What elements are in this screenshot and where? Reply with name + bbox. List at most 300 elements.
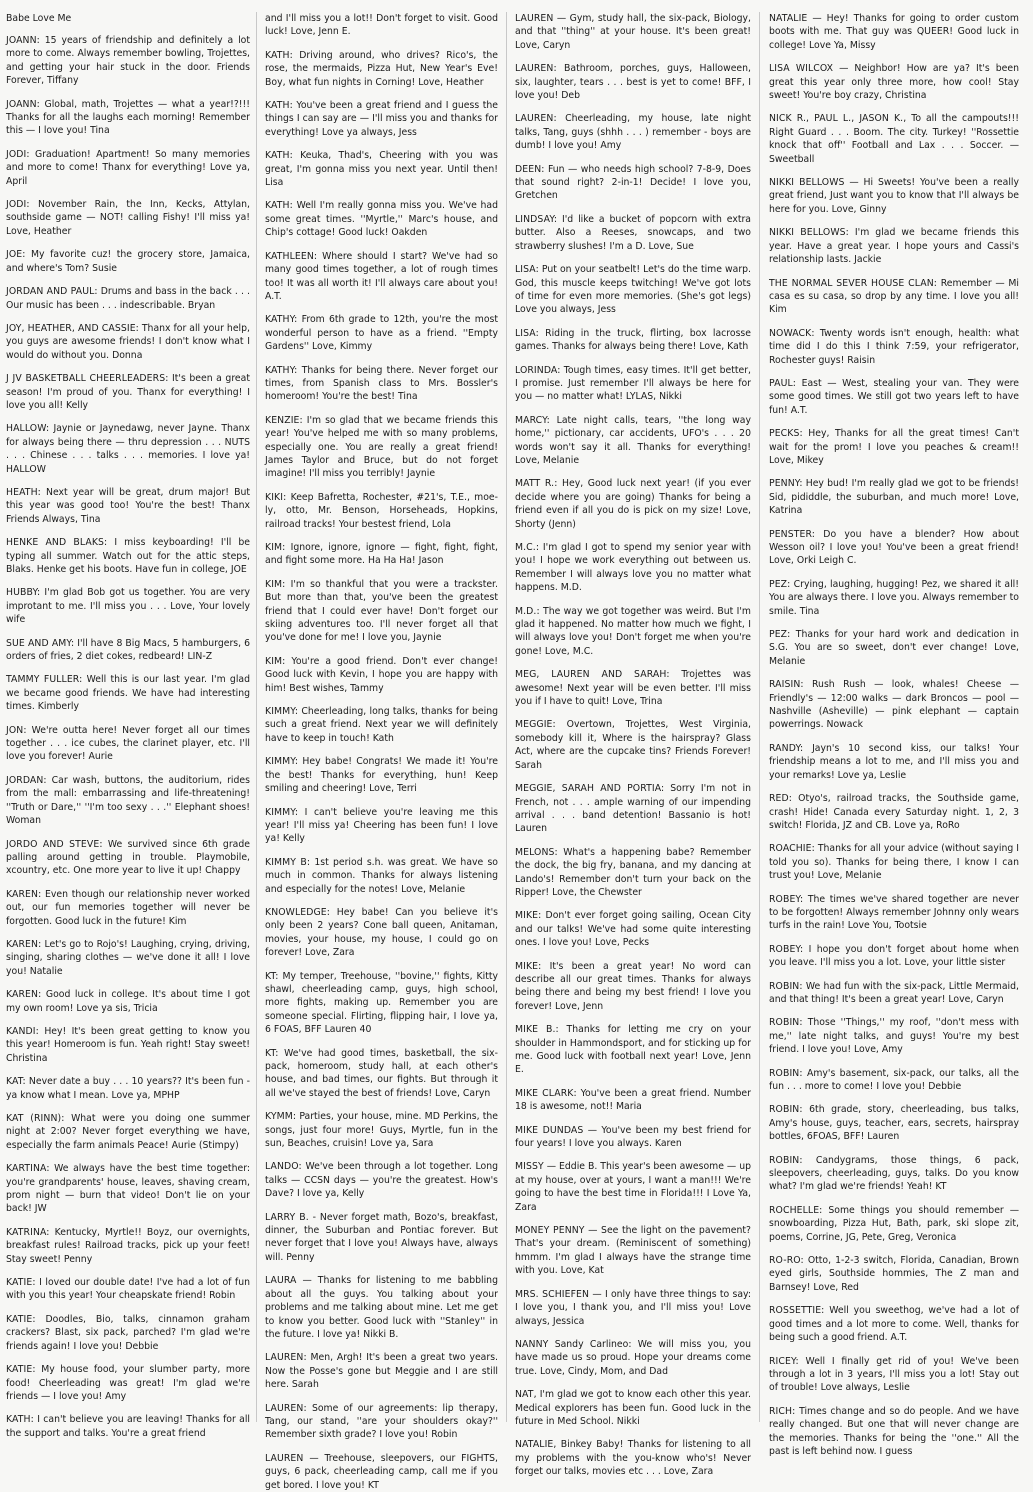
- message-entry: [6, 148, 250, 188]
- recipient-name: LAUREN:: [265, 1352, 307, 1364]
- message-text: Fun — who needs high school? 7-8-9, Does that sound right? 2-in-1! Decide! I love you, Gretchen: [515, 163, 751, 202]
- message-entry: [6, 372, 250, 412]
- message-entry: [6, 1112, 250, 1152]
- message-text: 15 years of friendship and definitely a lot more to come. Always remember bowling, Trojettes, and getting your hair stuck in the door. Friends Forever, Tiffany: [6, 35, 250, 87]
- message-entry: [265, 1047, 498, 1101]
- message-entry: [515, 1338, 751, 1378]
- message-entry: [265, 250, 498, 304]
- message-text: Crying, laughing, hugging! Pez, we shared it all! You are always there. I love you. Always remember to smile. Tina: [769, 578, 1019, 617]
- message-text: Riding in the truck, flirting, box lacrosse games. Thanks for always being there! Love, Kath: [515, 327, 751, 353]
- recipient-name: KATIE:: [6, 1313, 36, 1325]
- recipient-name: MIKE CLARK:: [515, 1087, 577, 1099]
- recipient-name: THE NORMAL SEVER HOUSE CLAN:: [769, 277, 938, 289]
- recipient-name: KT:: [265, 1047, 279, 1059]
- recipient-name: KAREN:: [6, 938, 42, 950]
- recipient-name: PEZ:: [769, 629, 791, 641]
- message-text: 1st period s.h. was great. We have so much in common. Thanks for always listening and especially for the notes! Love, Melanie: [265, 856, 498, 895]
- message-entry: [515, 1023, 751, 1077]
- message-text: Binkey Baby! Thanks for listening to all my problems with the you-know who's! Never forget our talks, movies etc . . . Love, Zara: [515, 1439, 751, 1478]
- message-entry: [769, 327, 1019, 367]
- recipient-name: KYMM:: [265, 1111, 297, 1123]
- recipient-name: KATH:: [265, 150, 293, 162]
- message-entry: [265, 1452, 498, 1492]
- recipient-name: LISA:: [515, 327, 539, 339]
- recipient-name: LAUREN:: [515, 63, 557, 75]
- message-entry: [6, 1413, 250, 1440]
- message-entry: [265, 906, 498, 960]
- recipient-name: LAUREN:: [265, 1402, 307, 1414]
- recipient-name: ROBIN:: [769, 1154, 803, 1166]
- recipient-name: M.D.:: [515, 605, 540, 617]
- recipient-name: KATHY:: [265, 314, 298, 326]
- message-entry: [769, 1204, 1019, 1244]
- page-heading: Babe Love Me: [6, 13, 72, 24]
- message-entry: [515, 1438, 751, 1478]
- message-entry: [515, 414, 751, 468]
- message-entry: [6, 1025, 250, 1065]
- message-entry: [6, 285, 250, 312]
- message-entry: [265, 49, 498, 89]
- recipient-name: KAT (RINN):: [6, 1113, 65, 1124]
- message-text: Don't ever forget going sailing, Ocean City and our talks! We've had some quite interesting ones. I love you! Love, Pecks: [515, 910, 751, 949]
- message-text: Tough times, easy times. It'll get better, I promise. Just remember I'll always be here for you — no matter what! LYLAS, Nikki: [515, 364, 751, 403]
- recipient-name: RICEY:: [769, 1355, 799, 1367]
- message-entry: [6, 988, 250, 1015]
- message-text: Sorry I'm not in French, not . . . ample warning of our impending arrival . . . band detention! Bassanio is hot! Lauren: [515, 783, 751, 835]
- message-entry: [265, 199, 498, 239]
- message-text: Thanx for all your help, you guys are awesome friends! I don't know what I would do without you. Donna: [6, 322, 250, 361]
- recipient-name: KAREN:: [6, 888, 42, 900]
- recipient-name: ROACHIE:: [769, 843, 815, 855]
- message-text: Amy's basement, six-pack, our talks, all the fun . . . more to come! I love you! Debbie: [769, 1067, 1019, 1092]
- recipient-name: RO-RO:: [769, 1255, 804, 1267]
- message-entry: [265, 541, 498, 568]
- message-entry: [6, 724, 250, 764]
- recipient-name: MEGGIE, SARAH AND PORTIA:: [515, 783, 665, 795]
- recipient-name: NIKKI BELLOWS:: [769, 227, 849, 239]
- message-entry: [265, 12, 498, 39]
- message-entry: [769, 427, 1019, 467]
- message-text: Never date a buy . . . 10 years?? It's been fun - ya know what I mean. Love ya, MPHP: [6, 1076, 250, 1101]
- message-text: Well I'm really gonna miss you. We've had some great times. ''Myrtle,'' Marc's house, and Chip's cottage! Good luck! Oakden: [265, 200, 498, 239]
- message-entry: [515, 1388, 751, 1428]
- recipient-name: PENSTER:: [769, 528, 815, 540]
- recipient-name: MELONS:: [515, 846, 558, 858]
- message-text: Hey! It's been great getting to know you this year! Homeroom is fun. Yeah right! Stay sweet! Christina: [6, 1025, 250, 1064]
- message-entry: [265, 99, 498, 139]
- recipient-name: LAUREN: [265, 1452, 304, 1464]
- recipient-name: KAT:: [6, 1076, 26, 1088]
- message-entry: [6, 673, 250, 713]
- recipient-name: SUE AND AMY:: [6, 637, 75, 649]
- message-entry: [6, 34, 250, 88]
- recipient-name: J JV BASKETBALL CHEERLEADERS:: [6, 373, 169, 385]
- recipient-name: JORDAN:: [6, 774, 47, 786]
- message-entry: [515, 541, 751, 595]
- message-entry: [515, 1224, 751, 1278]
- message-text: Do you have a blender? How about Wesson oil? I love you! You've been a great friend! Love, Orki Leigh C.: [769, 528, 1019, 567]
- recipient-name: LAUREN: [515, 13, 554, 24]
- message-text: Some of our agreements: lip therapy, Tang, our stand, ''are your shoulders okay?'' Remember sixth grade? I love you! Robin: [265, 1402, 498, 1441]
- recipient-name: ROBIN:: [769, 1104, 803, 1116]
- recipient-name: HEATH:: [6, 486, 41, 498]
- message-text: I can't believe you're leaving me this year! I'll miss ya! Cheering has been fun! I love ya! Kelly: [265, 806, 498, 845]
- message-entry: [265, 414, 498, 481]
- message-entry: [6, 1226, 250, 1266]
- message-entry: [515, 1087, 751, 1114]
- message-text: We always have the best time together: you're grandparents' house, leaves, shaving cream, prom night — burn that video! Don't lie on your back! JW: [6, 1163, 250, 1215]
- message-text: Put on your seatbelt! Let's do the time warp. God, this muscle keeps twitching! We've got lots of time for even more memories. (She's got legs) Love you always, Jess: [515, 264, 751, 316]
- recipient-name: KIMMY:: [265, 806, 299, 818]
- recipient-name: DEEN:: [515, 163, 545, 175]
- message-text: Jaynie or Jaynedawg, never Jayne. Thanx for always being there — thru depression . . . NUTS . . . Chinese . . . talks . . . memories. I love ya! HALLOW: [6, 423, 250, 475]
- message-text: What's a happening babe? Remember the dock, the big fry, banana, and my dancing at Lando's! Remember don't turn your back on the Ripper! Love, the Chewster: [515, 846, 751, 898]
- message-entry: [515, 112, 751, 152]
- message-text: — Hey! Thanks for going to order custom boots with me. That guy was QUEER! Good luck in college! Love Ya, Missy: [769, 13, 1019, 51]
- message-text: Where should I start? We've had so many good times together, a lot of rough times too! It was all worth it! I'll always care about you! A.T.: [265, 250, 498, 302]
- message-text: Let's go to Rojo's! Laughing, crying, driving, singing, sharing clothes — we've done it all! I love you! Natalie: [6, 938, 250, 977]
- message-entry: [769, 176, 1019, 216]
- recipient-name: NATALIE,: [515, 1439, 557, 1451]
- message-text: My temper, Treehouse, ''bovine,'' fights, Kitty shawl, cheerleading camp, guys, high school, more fights, making up. Remember you are someone special. Flirting, flipping hair, I love ya, 6 FOAS, BFF Lauren 40: [265, 970, 498, 1036]
- recipient-name: KATH:: [265, 49, 293, 61]
- recipient-name: KATRINA:: [6, 1226, 50, 1238]
- message-entry: [6, 1363, 250, 1403]
- message-entry: [769, 277, 1019, 317]
- message-text: Next year will be great, drum major! But this year was good too! You're the best! Thanx Friends Always, Tina: [6, 486, 250, 525]
- recipient-name: RANDY:: [769, 742, 804, 754]
- recipient-name: LAUREN:: [515, 113, 557, 125]
- recipient-name: LANDO:: [265, 1161, 302, 1173]
- message-entry: [515, 668, 751, 708]
- recipient-name: RED:: [769, 793, 793, 805]
- recipient-name: KIKI:: [265, 491, 287, 503]
- recipient-name: MEGGIE:: [515, 719, 556, 731]
- recipient-name: NOWACK:: [769, 327, 815, 339]
- message-entry: [265, 1211, 498, 1265]
- message-text: Parties, your house, mine. MD Perkins, the songs, just four more! Guys, Myrtle, fun in the sun, Beaches, cruisin! Love ya, Sara: [265, 1111, 498, 1150]
- recipient-name: MIKE DUNDAS: [515, 1124, 584, 1136]
- message-entry: [265, 364, 498, 404]
- message-text: Sandy Carlineo: We will miss you, you have made us so proud. Hope your dreams come true. Love, Cindy, Mom, and Dad: [515, 1338, 751, 1377]
- message-entry: [515, 327, 751, 354]
- message-entry: [6, 586, 250, 626]
- message-text: Keep Bafretta, Rochester, #21's, T.E., moe-ly, otto, Mr. Benson, Horseheads, Hopkins, railroad tracks! Your bestest friend, Lola: [265, 491, 498, 530]
- message-entry: [769, 980, 1019, 1007]
- message-text: Kentucky, Myrtle!! Boyz, our overnights, breakfast rules! Railroad tracks, pick up your feet! Stay sweet! Penny: [6, 1226, 250, 1265]
- recipient-name: KIM:: [265, 578, 286, 590]
- recipient-name: NANNY: [515, 1338, 549, 1350]
- message-text: Car wash, buttons, the auditorium, rides from the mall: embarrassing and life-threatening! ''Truth or Dare,'' ''I'm too sexy . . .'' Elephant shoes! Woman: [6, 774, 250, 827]
- message-text: — Eddie B. This year's been awesome — up at my house, over at yours, I want a man!!! We're going to have the best time in Florida!!! I Love Ya, Zara: [515, 1161, 751, 1213]
- message-text: Men, Argh! It's been a great two years. Now the Posse's gone but Meggie and I are still here. Sarah: [265, 1352, 498, 1391]
- message-entry: [6, 1276, 250, 1303]
- message-text: Thanks for all your advice (without saying I told you so). Thanks for being there, I know I can trust you! Love, Melanie: [769, 843, 1019, 882]
- recipient-name: JORDAN AND PAUL:: [6, 286, 98, 298]
- message-text: I'm glad we became friends this year. Have a great year. I hope yours and Cassi's relationship lasts. Jackie: [769, 227, 1019, 266]
- message-entry: [6, 888, 250, 928]
- message-entry: [515, 62, 751, 102]
- message-text: Overtown, Trojettes, West Virginia, somebody kill it, Where is the hairspray? Glass Act, where are the cupcake tins? Friends Forever! Sarah: [515, 719, 751, 771]
- recipient-name: HENKE AND BLAKS:: [6, 537, 108, 549]
- recipient-name: ROBIN:: [769, 980, 803, 992]
- message-text: It's been a great year! No word can describe all our great times. Thanks for always being there and being my best friend! I love you forever! Love, Jenn: [515, 960, 751, 1012]
- message-text: — You've been my best friend for four years! I love you always. Karen: [515, 1124, 751, 1150]
- message-text: — See the light on the pavement? That's your dream. (Reminiscent of something) hmmm. I'm glad I always have the strange time with you. Love, Kat: [515, 1225, 751, 1277]
- message-entry: [515, 263, 751, 317]
- message-text: East — West, stealing your van. They were some good times. We still got two years left to have fun! A.T.: [769, 377, 1019, 416]
- message-text: November Rain, the Inn, Kecks, Attylan, southside game — NOT! calling Fishy! I'll miss ya! Love, Heather: [6, 199, 250, 237]
- message-entry: [515, 846, 751, 900]
- message-text: Twenty words isn't enough, health: what time did I do this I think 7:59, your refrigerator, Rochester guys! Raisin: [769, 327, 1019, 366]
- message-entry: [769, 477, 1019, 517]
- recipient-name: JOE:: [6, 249, 26, 261]
- message-entry: [515, 605, 751, 659]
- column-3: [506, 12, 759, 1478]
- message-entry: [265, 655, 498, 695]
- column-4: [759, 12, 1023, 1457]
- recipient-name: JON:: [6, 724, 27, 736]
- recipient-name: KIMMY:: [265, 706, 299, 718]
- message-entry: [265, 705, 498, 745]
- message-entry: [769, 1103, 1019, 1143]
- recipient-name: JOY, HEATHER, AND CASSIE:: [6, 322, 139, 334]
- message-entry: [265, 1274, 498, 1341]
- message-text: — Treehouse, sleepovers, our FIGHTS, guys, 6 pack, cheerleading camp, call me if you get bored. I love you! KT: [265, 1452, 498, 1491]
- recipient-name: MARCY:: [515, 414, 550, 426]
- recipient-name: ROBEY:: [769, 943, 804, 955]
- message-entry: [265, 1351, 498, 1391]
- recipient-name: MISSY: [515, 1161, 544, 1173]
- message-entry: [515, 960, 751, 1014]
- message-entry: [769, 842, 1019, 882]
- recipient-name: KAREN:: [6, 989, 42, 1001]
- recipient-name: JORDO AND STEVE:: [6, 838, 103, 850]
- message-text: I miss keyboarding! I'll be typing all summer. Watch out for the attic steps, Blaks. Henke get his boots. Have fun in college, JOE: [6, 537, 250, 575]
- recipient-name: LISA WILCOX: [769, 63, 834, 75]
- recipient-name: KENZIE:: [265, 414, 303, 426]
- message-entry: [265, 149, 498, 189]
- message-entry: [265, 970, 498, 1037]
- message-text: Driving around, who drives? Rico's, the rose, the mermaids, Pizza Hut, New Year's Eve! Boy, what fun nights in Corning! Love, Heather: [265, 49, 498, 88]
- message-text: Those ''Things,'' my roof, ''don't mess with me,'' late night talks, and guys! You're my best friend. I love you! Love, Amy: [769, 1017, 1019, 1056]
- recipient-name: MATT R.:: [515, 478, 558, 490]
- message-entry: [769, 1405, 1019, 1459]
- recipient-name: MRS. SCHIEFEN: [515, 1288, 590, 1300]
- message-entry: [265, 755, 498, 795]
- recipient-name: NICK R., PAUL L., JASON K.,: [769, 113, 907, 125]
- recipient-name: NIKKI BELLOWS: [769, 177, 845, 189]
- recipient-name: KIMMY:: [265, 756, 299, 768]
- message-entry: [769, 226, 1019, 266]
- message-text: I'm glad we got to know each other this year. Medical explorers has been fun. Good luck in the future in Med School. Nikki: [515, 1389, 751, 1427]
- message-text: - Never forget math, Bozo's, breakfast, dinner, the Suburban and Pontiac forever. But never forget that I love you! Always have, always will. Penny: [265, 1211, 498, 1263]
- message-text: Cheerleading, my house, late night talks, Tang, guys (shhh . . . ) remember - boys are dumb! I love you! Amy: [515, 113, 751, 152]
- message-text: Drums and bass in the back . . . Our music has been . . . indescribable. Bryan: [6, 286, 250, 311]
- recipient-name: MIKE:: [515, 910, 542, 922]
- recipient-name: MEG, LAUREN AND SARAH:: [515, 669, 670, 681]
- message-text: Otto, 1-2-3 switch, Florida, Canadian, Brown eyed girls, Southside hommies, The Z man and Barnsey! Love, Red: [769, 1255, 1019, 1293]
- message-text: I loved our double date! I've had a lot of fun with you this year! Your cheapskate friend! Robin: [6, 1277, 250, 1302]
- recipient-name: ROBIN:: [769, 1067, 803, 1079]
- message-text: Trojettes was awesome! Next year will be even better. I'll miss you if I have to quit! Love, Trina: [515, 669, 751, 708]
- message-text: I'd like a bucket of popcorn with extra butter. Also a Reeses, snowcaps, and two strawberry slushes! I'm a D. Love, Sue: [515, 213, 751, 252]
- message-entry: [265, 313, 498, 353]
- message-text: You're a good friend. Don't ever change! Good luck with Kevin, I hope you are happy with him! Best wishes, Tammy: [265, 655, 498, 694]
- message-entry: [6, 1075, 250, 1102]
- recipient-name: MIKE B.:: [515, 1024, 559, 1036]
- message-entry: [265, 806, 498, 846]
- message-text: Jayn's 10 second kiss, our talks! Your friendship means a lot to me, and I'll miss you and your remarks! Love ya, Leslie: [769, 742, 1019, 781]
- recipient-name: MIKE:: [515, 960, 542, 972]
- message-entry: [769, 792, 1019, 832]
- message-entry: [265, 1160, 498, 1200]
- message-entry: [769, 1254, 1019, 1294]
- message-text: Graduation! Apartment! So many memories and more to come! Thanx for everything! Love ya, April: [6, 148, 250, 187]
- message-entry: [6, 637, 250, 664]
- message-entry: [6, 1313, 250, 1353]
- message-entry: [6, 838, 250, 878]
- recipient-name: KATHY:: [265, 364, 298, 376]
- message-entry: [769, 377, 1019, 417]
- message-entry: [769, 578, 1019, 618]
- recipient-name: PECKS:: [769, 428, 803, 440]
- message-text: Bathroom, porches, guys, Halloween, six, laughter, tears . . . best is yet to come! BFF, I love you! Deb: [515, 63, 751, 102]
- message-entry: [6, 486, 250, 526]
- message-text: — Gym, study hall, the six-pack, Biology, and that ''thing'' at your house. It's been great! Love, Caryn: [515, 13, 751, 51]
- message-entry: [515, 364, 751, 404]
- message-entry: [265, 491, 498, 531]
- column-2: [256, 12, 506, 1491]
- message-text: Thanks for letting me cry on your shoulder in Hammondsport, and for sticking up for me. Good luck with football next year! Love, Jenn E.: [515, 1024, 751, 1076]
- message-text: I hope you don't forget about home when you leave. I'll miss you a lot. Love, your little sister: [769, 943, 1019, 969]
- recipient-name: RICH:: [769, 1405, 796, 1417]
- message-text: My house food, your slumber party, more food! Cheerleading was great! I'm glad we're friends — I love you! Amy: [6, 1364, 250, 1402]
- message-entry: [265, 578, 498, 645]
- recipient-name: KIM:: [265, 542, 286, 553]
- message-text: Well this is our last year. I'm glad we became good friends. We have had interesting times. Kimberly: [6, 674, 250, 713]
- recipient-name: KIM:: [265, 655, 286, 667]
- message-entry: [6, 1162, 250, 1216]
- message-text: It's been a great season! I'm proud of you. Thanx for everything! I love you all! Kelly: [6, 373, 250, 411]
- message-entry: [6, 938, 250, 978]
- recipient-name: KT:: [265, 970, 279, 982]
- recipient-name: KARTINA:: [6, 1163, 50, 1175]
- message-entry: [6, 774, 250, 828]
- recipient-name: ROBEY:: [769, 893, 804, 905]
- recipient-name: PAUL:: [769, 377, 796, 389]
- message-entry: [515, 213, 751, 253]
- recipient-name: KNOWLEDGE:: [265, 906, 330, 918]
- recipient-name: ROCHELLE:: [769, 1204, 823, 1216]
- message-text: — Hi Sweets! You've been a really great friend, Just want you to know that I'll always be here for you. Love, Ginny: [769, 177, 1019, 215]
- recipient-name: JODI:: [6, 148, 30, 160]
- recipient-name: LISA:: [515, 264, 539, 276]
- message-text: Hey babe! Congrats! We made it! You're the best! Thanks for everything, hun! Keep smiling and cheering! Love, Terri: [265, 756, 498, 795]
- message-entry: [769, 1304, 1019, 1344]
- message-text: You've been a great friend and I guess the things I can say are — I'll miss you and thanks for everything! Love ya always, Jess: [265, 100, 498, 138]
- message-text: Otyo's, railroad tracks, the Southside game, crash! Hide! Canada every Saturday night. 1, 2, 3 switch! Florida, JZ and CB. Love ya, RoRo: [769, 793, 1019, 831]
- message-entry: [6, 248, 250, 275]
- message-text: Hey, Good luck next year! (if you ever decide where you are going) Thanks for being a friend even if all you do is pick on my size! Love, Shorty (Jenn): [515, 478, 751, 530]
- recipient-name: LARRY B.: [265, 1211, 309, 1223]
- recipient-name: TAMMY FULLER:: [6, 674, 83, 686]
- message-text: Well you sweethog, we've had a lot of good times and a lot more to come. Well, thanks for being such a good friend. A.T.: [769, 1305, 1019, 1344]
- message-entry: [769, 943, 1019, 970]
- message-text: I'm so thankful that you were a trackster. But more than that, you've been the greatest friend that I could ever have! Don't forget our skiing adventures too. I'll never forget all that you've done for me! I love you, Jaynie: [265, 578, 498, 644]
- message-text: I can't believe you are leaving! Thanks for all the support and talks. You're a great friend: [6, 1414, 250, 1439]
- message-text: Even though our relationship never worked out, our fun memories together will never be forgotten. Good luck in the future! Kim: [6, 888, 250, 927]
- message-text: Late night calls, tears, ''the long way home,'' pictionary, car accidents, UFO's . . . 20 words won't say it all. Thanks for everything! Love, Melanie: [515, 414, 751, 466]
- message-entry: [515, 909, 751, 949]
- message-text: Ignore, ignore, ignore — fight, fight, fight, and fight some more. Ha Ha Ha! Jason: [265, 542, 498, 567]
- recipient-name: ROSSETTIE:: [769, 1305, 825, 1317]
- message-text: We're outta here! Never forget all our times together . . . ice cubes, the clarinet player, etc. I'll love you forever! Aurie: [6, 724, 250, 763]
- recipient-name: JOANN:: [6, 35, 40, 46]
- message-text: My favorite cuz! the grocery store, Jamaica, and where's Tom? Susie: [6, 249, 250, 274]
- message-entry: [6, 98, 250, 138]
- message-text: The way we got together was weird. But I'm glad it happened. No matter how much we fight, I will always love you! Don't forget me when you're gone! Love, M.C.: [515, 605, 751, 657]
- recipient-name: KATHLEEN:: [265, 250, 318, 262]
- message-entry: [6, 536, 250, 576]
- message-entry: [265, 856, 498, 896]
- message-text: Thanks for being there. Never forget our times, from Spanish class to Mrs. Bossler's homeroom! You're the best! Tina: [265, 364, 498, 403]
- recipient-name: ROBIN:: [769, 1017, 803, 1029]
- message-entry: [6, 422, 250, 476]
- message-entry: [515, 718, 751, 772]
- recipient-name: JODI:: [6, 199, 30, 211]
- recipient-name: JOANN:: [6, 98, 40, 110]
- message-entry: [769, 112, 1019, 166]
- message-entry: [769, 62, 1019, 102]
- message-entry: [6, 198, 250, 238]
- message-text: I'll have 8 Big Macs, 5 hamburgers, 6 orders of fries, 2 diet cokes, redbeard! LIN-Z: [6, 637, 250, 663]
- recipient-name: KATIE:: [6, 1277, 36, 1289]
- message-text: Cheerleading, long talks, thanks for being such a great friend. Next year we will definitely have to keep in touch! Kath: [265, 706, 498, 744]
- recipient-name: PENNY:: [769, 478, 803, 490]
- message-text: I'm glad Bob got us together. You are very improtant to me. I'll miss you . . . Love, Your lovely wife: [6, 587, 250, 626]
- recipient-name: KANDI:: [6, 1025, 39, 1037]
- message-text: I'm so glad that we became friends this year! You've helped me with so many problems, especially one. You are really a great friend! James Taylor and Bruce, but do not forget imagine! I'll miss you terribly! Jaynie: [265, 414, 498, 480]
- message-entry: [769, 742, 1019, 782]
- message-entry: [265, 1402, 498, 1442]
- recipient-name: MONEY PENNY: [515, 1225, 585, 1237]
- message-entry: [265, 1110, 498, 1150]
- recipient-name: NATALIE: [769, 13, 808, 24]
- recipient-name: LAURA: [265, 1275, 297, 1287]
- recipient-name: KATIE:: [6, 1364, 36, 1376]
- message-text: We've been through a lot together. Long talks — CCSN days — you're the greatest. How's Dave? I love ya, Kelly: [265, 1161, 498, 1200]
- message-entry: [515, 163, 751, 203]
- message-entry: [769, 1154, 1019, 1194]
- message-entry: [769, 678, 1019, 732]
- recipient-name: NAT,: [515, 1389, 537, 1401]
- recipient-name: RAISIN:: [769, 679, 804, 691]
- message-text: Doodles, Bio, talks, cinnamon graham crackers? Blast, six pack, parched? I'm glad we're friends again! I love you! Debbie: [6, 1313, 250, 1352]
- recipient-name: LINDSAY:: [515, 213, 558, 225]
- message-entry: [769, 1067, 1019, 1094]
- message-text: and I'll miss you a lot!! Don't forget to visit. Good luck! Love, Jenn E.: [265, 13, 498, 38]
- message-entry: [6, 322, 250, 362]
- recipient-name: HUBBY:: [6, 587, 41, 599]
- message-text: I'm glad I got to spend my senior year with you! I hope we work everything out between us. Remember I will always love you no matter what happens. M.D.: [515, 542, 751, 594]
- message-text: We survived since 6th grade palling around getting in trouble. Playmobile, xcountry, etc. One more year to live it up! Chappy: [6, 838, 250, 877]
- message-entry: [769, 628, 1019, 668]
- recipient-name: KIMMY B:: [265, 856, 311, 868]
- message-entry: [769, 893, 1019, 933]
- message-text: Global, math, Trojettes — what a year!?!!! Thanks for all the laughs each morning! Remember this — I love you! Tina: [6, 98, 250, 137]
- message-entry: [515, 12, 751, 52]
